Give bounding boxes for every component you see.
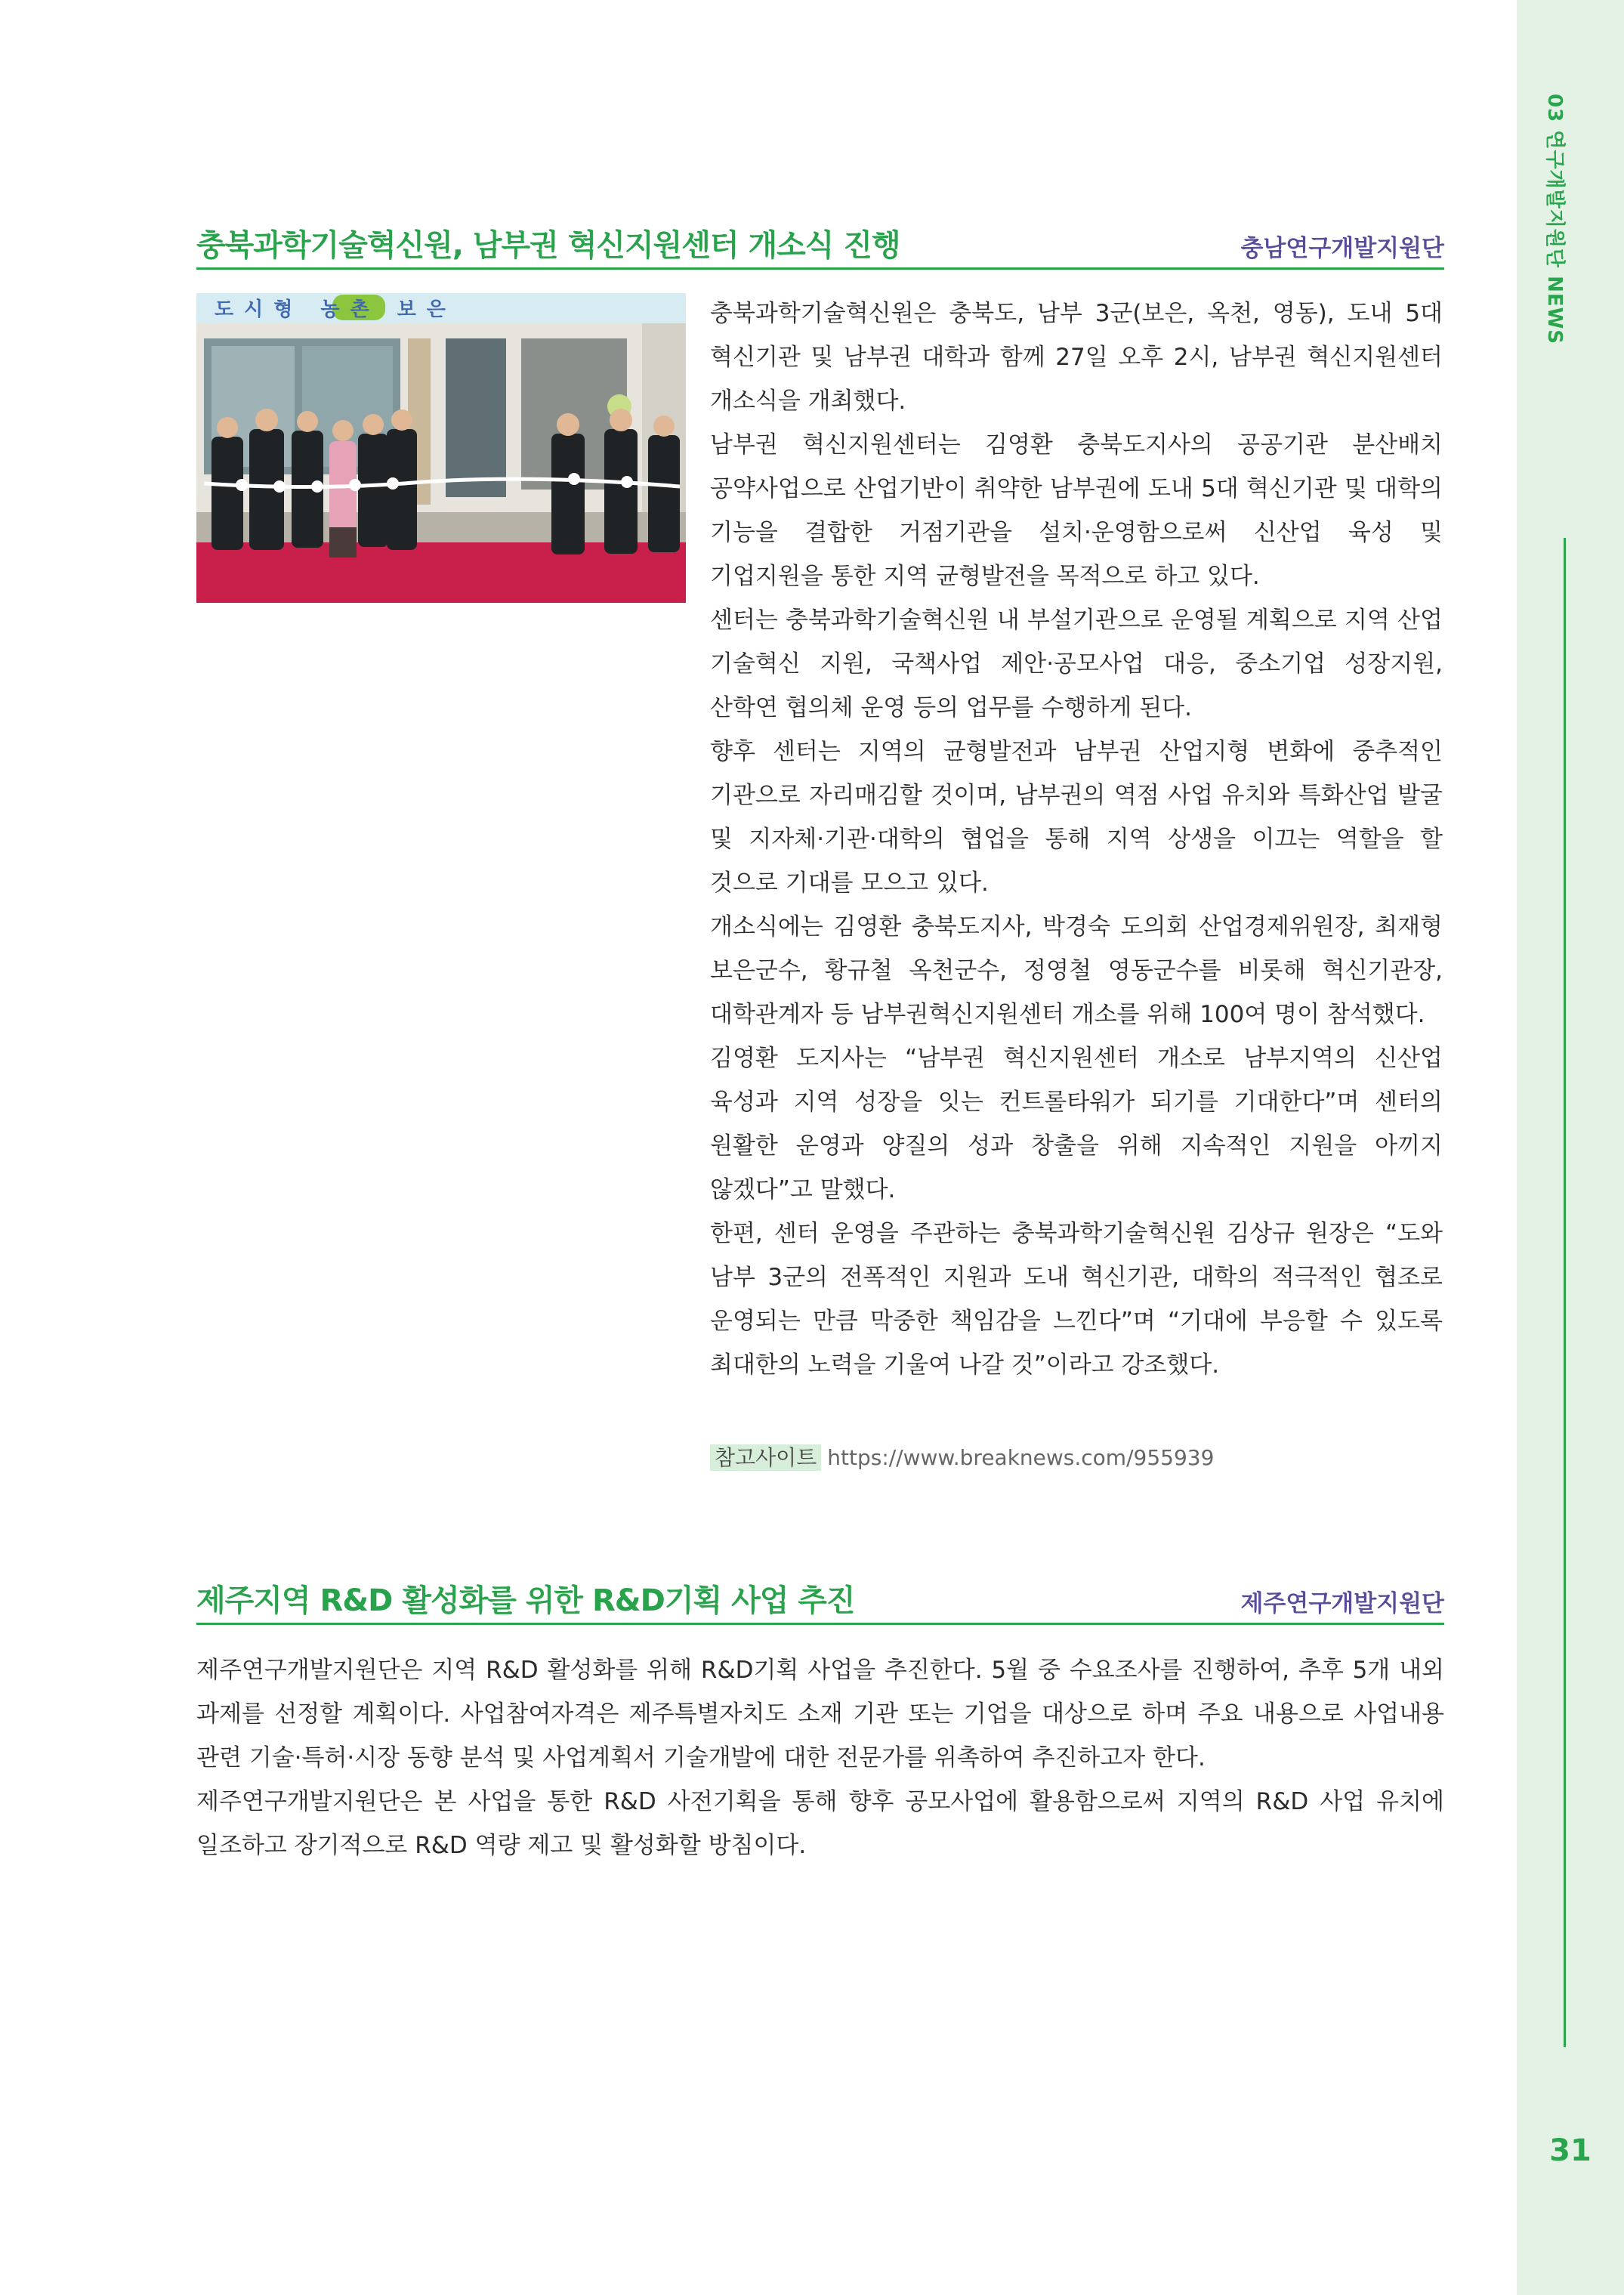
article1-paragraph: 충북과학기술혁신원은 충북도, 남부 3군(보은, 옥천, 영동), 도내 5대 혁신기관 및 남부권 대학과 함께 27일 오후 2시, 남부권 혁신지원센터 개소식을 개최했다. (710, 300, 1443, 415)
article1-paragraph: 개소식에는 김영환 충북도지사, 박경숙 도의회 산업경제위원장, 최재형 보은군수, 황규철 옥천군수, 정영철 영동군수를 비롯해 혁신기관장, 대학관계자 등 남부권혁신지원센터 개소를 위해 100여 명이 참석했다. (710, 913, 1443, 1028)
article2-paragraph: 제주연구개발지원단은 본 사업을 통한 R&D 사전기획을 통해 향후 공모사업에 활용함으로써 지역의 R&D 사업 유치에 일조하고 장기적으로 R&D 역량 제고 및 활성화할 방침이다. (196, 1788, 1444, 1859)
article2-header (196, 1574, 1444, 1625)
article1-body (710, 292, 1443, 1387)
reference-tag: 참고사이트 (710, 1444, 821, 1471)
article1-paragraph: 센터는 충북과학기술혁신원 내 부설기관으로 운영될 계획으로 지역 산업 기술혁신 지원, 국책사업 제안·공모사업 대응, 중소기업 성장지원, 산학연 협의체 운영 등의 업무를 수행하게 된다. (710, 607, 1443, 721)
article2-paragraph: 제주연구개발지원단은 지역 R&D 활성화를 위해 R&D기획 사업을 추진한다. 5월 중 수요조사를 진행하여, 추후 5개 내외 과제를 선정할 계획이다. 사업참여자격은 제주특별자치도 소재 기관 또는 기업을 대상으로 하며 주요 내용으로 사업내용 관련 기술·특허·시장 동향 분석 및 사업계획서 기술개발에 대한 전문가를 위촉하여 추진하고자 한다. (196, 1657, 1444, 1771)
article1-paragraph: 한편, 센터 운영을 주관하는 충북과학기술혁신원 김상규 원장은 “도와 남부 3군의 전폭적인 지원과 도내 혁신기관, 대학의 적극적인 협조로 운영되는 만큼 막중한 책임감을 느낀다”며 “기대에 부응할 수 있도록 최대한의 노력을 기울여 나갈 것”이라고 강조했다. (710, 1220, 1443, 1379)
sidebar-band (1517, 0, 1624, 2295)
sidebar-divider (1564, 538, 1566, 2047)
article1-reference (710, 1441, 1214, 1475)
article1-paragraph: 향후 센터는 지역의 균형발전과 남부권 산업지형 변화에 중추적인 기관으로 자리매김할 것이며, 남부권의 역점 사업 유치와 특화산업 발굴 및 지자체·기관·대학의 협업을 통해 지역 상생을 이끄는 역할을 할 것으로 기대를 모으고 있다. (710, 738, 1443, 897)
article1-title: 충북과학기술혁신원, 남부권 혁신지원센터 개소식 진행 (196, 228, 900, 263)
article2-body (196, 1648, 1444, 1867)
reference-link[interactable]: https://www.breaknews.com/955939 (827, 1445, 1215, 1470)
article2-agency: 제주연구개발지원단 (1240, 1590, 1444, 1617)
article1-paragraph: 남부권 혁신지원센터는 김영환 충북도지사의 공공기관 분산배치 공약사업으로 산업기반이 취약한 남부권에 도내 5대 혁신기관 및 대학의 기능을 결합한 거점기관을 설치·운영함으로써 신산업 육성 및 기업지원을 통한 지역 균형발전을 목적으로 하고 있다. (710, 431, 1443, 590)
article1-agency: 충남연구개발지원단 (1240, 235, 1444, 262)
article1-header (196, 219, 1444, 270)
page-number: 31 (1549, 2133, 1592, 2168)
article1-photo (196, 293, 686, 603)
photo-sign-text: 도시형 농촌 보은 (215, 298, 456, 321)
article1-paragraph: 김영환 도지사는 “남부권 혁신지원센터 개소로 남부지역의 신산업 육성과 지역 성장을 잇는 컨트롤타워가 되기를 기대한다”며 센터의 원활한 운영과 양질의 성과 창출을 위해 지속적인 지원을 아끼지 않겠다”고 말했다. (710, 1045, 1443, 1203)
section-label: 03 연구개발지원단 NEWS (1543, 93, 1566, 345)
article2-title: 제주지역 R&D 활성화를 위한 R&D기획 사업 추진 (196, 1583, 855, 1618)
